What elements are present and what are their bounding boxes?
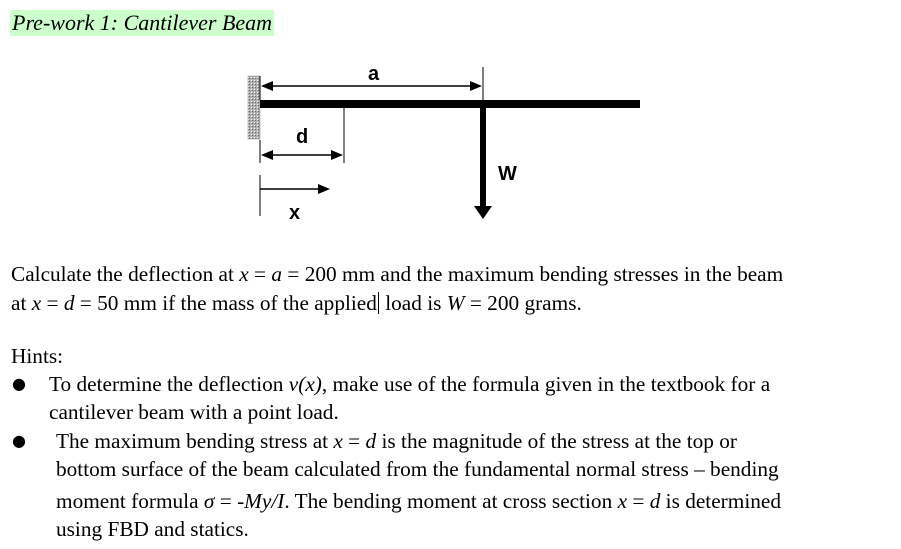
problem-line-1: Calculate the deflection at x = a = 200 mm and the maximum bending stresses in the beam xyxy=(11,262,784,286)
load-arrow xyxy=(474,108,492,219)
fixed-wall-support xyxy=(248,76,260,139)
cantilever-beam-diagram xyxy=(0,0,901,260)
hint-2-line-2: bottom surface of the beam calculated from the fundamental normal stress – bending xyxy=(56,457,779,481)
hints-heading: Hints: xyxy=(11,344,64,368)
label-w: W xyxy=(498,163,517,185)
hint-1-line-1: To determine the deflection v(x), make use of the formula given in the textbook for a xyxy=(49,372,771,396)
problem-statement xyxy=(11,260,896,318)
bullet-icon: ● xyxy=(12,374,26,393)
page-title: Pre-work 1: Cantilever Beam xyxy=(12,10,273,35)
label-d: d xyxy=(296,126,309,148)
hint-1-line-2: cantilever beam with a point load. xyxy=(49,400,339,424)
hint-2-line-3: moment formula σ = -My/I. The bending moment at cross section x = d is determined xyxy=(56,489,781,513)
bullet-icon: ● xyxy=(12,431,26,450)
label-a: a xyxy=(368,63,380,85)
text-cursor xyxy=(378,292,379,314)
problem-line-2: at x = d = 50 mm if the mass of the applied load is W = 200 grams. xyxy=(11,291,582,315)
hint-2-line-1: The maximum bending stress at x = d is the magnitude of the stress at the top or xyxy=(56,429,737,453)
beam xyxy=(260,100,640,108)
hint-2-line-4: using FBD and statics. xyxy=(56,517,249,541)
label-x: x xyxy=(289,202,301,224)
